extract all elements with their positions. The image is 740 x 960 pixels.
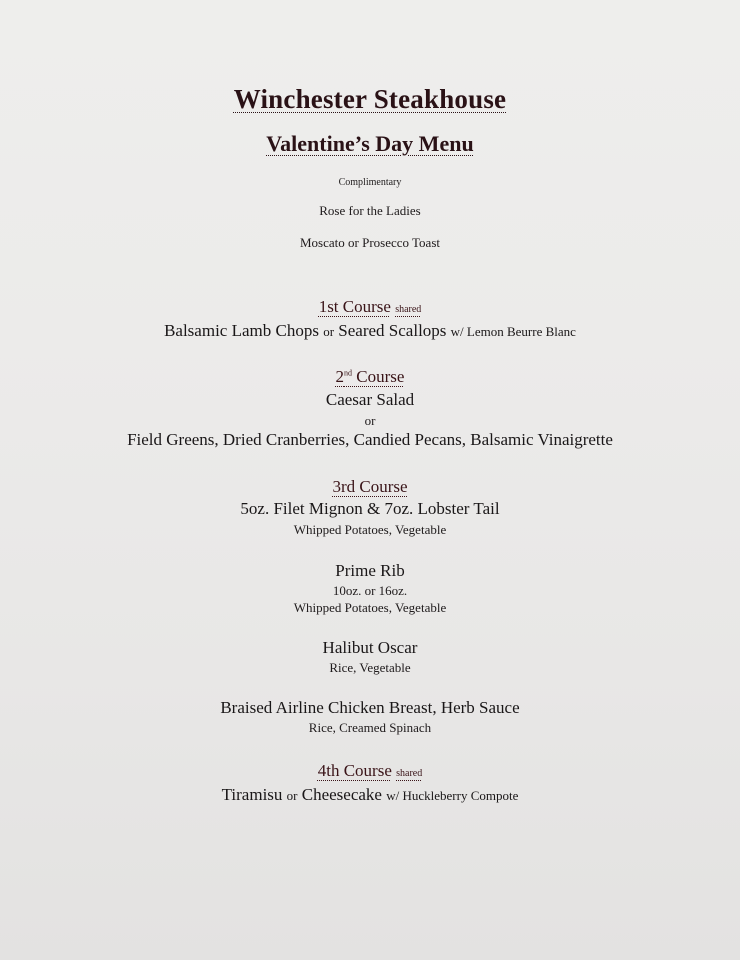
course1-option-b: Seared Scallops	[338, 321, 447, 340]
course3-dish-size: 10oz. or 16oz.	[332, 583, 408, 598]
course4-option-b: Cheesecake	[301, 785, 382, 804]
course3-title: 3rd Course	[332, 477, 408, 496]
course3-dish-name: Prime Rib	[335, 561, 405, 580]
restaurant-name	[0, 84, 740, 115]
course3-heading	[0, 477, 740, 497]
course3-dish-name: 5oz. Filet Mignon & 7oz. Lobster Tail	[240, 499, 500, 518]
course4-note: shared	[396, 768, 423, 779]
course3-dish-sides: Rice, Vegetable	[329, 660, 411, 675]
course3-dish-name: Braised Airline Chicken Breast, Herb Sauce	[220, 698, 520, 717]
course2-title-number: 2	[335, 367, 345, 386]
complimentary-item: Moscato or Prosecco Toast	[299, 235, 441, 250]
course1-heading	[0, 297, 740, 317]
course4-heading	[0, 761, 740, 781]
restaurant-name-text: Winchester Steakhouse	[233, 84, 507, 114]
course4-title: 4th Course	[317, 761, 392, 780]
course1-or: or	[323, 324, 335, 339]
course4-option-a: Tiramisu	[221, 785, 283, 804]
menu-title	[0, 131, 740, 157]
course2-title-suffix: nd	[344, 368, 353, 378]
course1-with: w/ Lemon Beurre Blanc	[450, 324, 576, 339]
course4-or: or	[286, 788, 298, 803]
course3-dish-sides: Rice, Creamed Spinach	[308, 720, 432, 735]
course2-or: or	[364, 413, 376, 428]
course1-options	[0, 321, 740, 341]
course1-note: shared	[395, 304, 422, 315]
course3-dish-sides: Whipped Potatoes, Vegetable	[293, 522, 447, 537]
course3-dish-name: Halibut Oscar	[322, 638, 418, 657]
course1-option-a: Balsamic Lamb Chops	[164, 321, 319, 340]
course4-options	[0, 785, 740, 805]
course3-dish-sides: Whipped Potatoes, Vegetable	[293, 600, 447, 615]
complimentary-item: Rose for the Ladies	[319, 203, 421, 218]
course1-title: 1st Course	[318, 297, 391, 316]
menu-title-text: Valentine’s Day Menu	[266, 131, 474, 156]
course2-heading	[0, 367, 740, 387]
course2-title	[336, 367, 405, 386]
course2-title-word: Course	[356, 367, 405, 386]
course2-option-a: Caesar Salad	[325, 390, 415, 409]
course4-with: w/ Huckleberry Compote	[386, 788, 519, 803]
course2-option-b: Field Greens, Dried Cranberries, Candied Pecans, Balsamic Vinaigrette	[127, 430, 613, 449]
complimentary-heading: Complimentary	[338, 177, 402, 188]
